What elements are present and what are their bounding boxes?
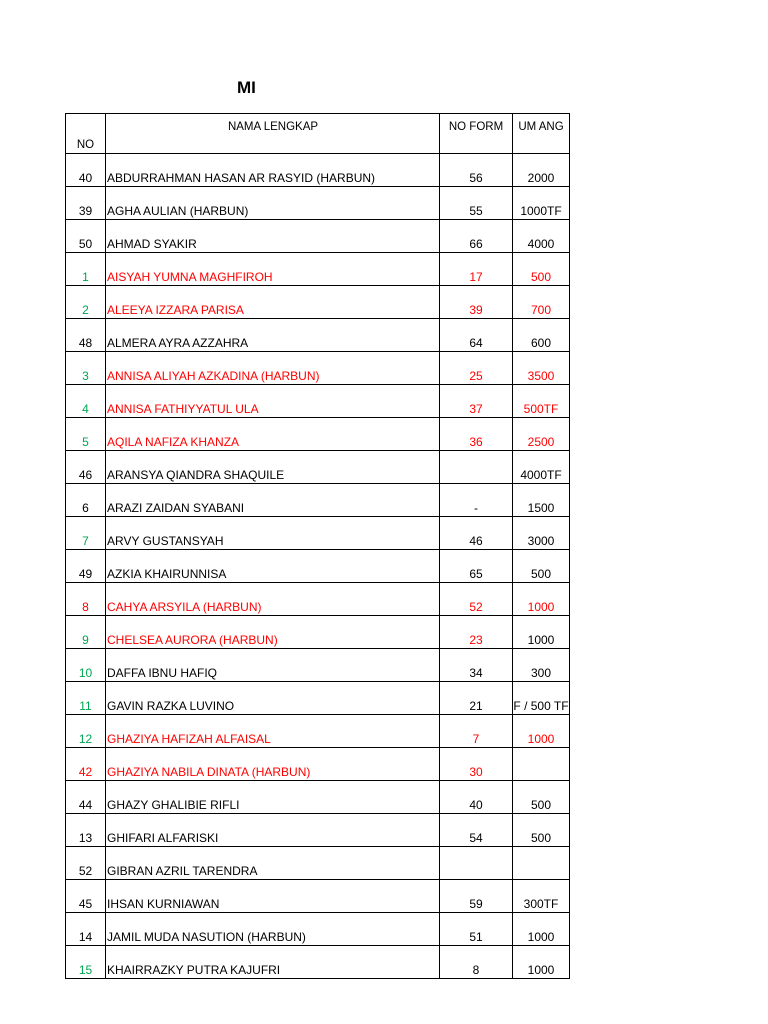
- table-row: [66, 319, 570, 352]
- table-row: [66, 418, 570, 451]
- cell-ang-text: 1000: [527, 732, 555, 746]
- cell-ang: [513, 385, 570, 418]
- cell-ang: [513, 682, 570, 715]
- cell-ang-text: 300: [530, 666, 552, 680]
- cell-ang: [513, 319, 570, 352]
- cell-ang: [513, 187, 570, 220]
- cell-ang: [513, 550, 570, 583]
- cell-ang: [513, 715, 570, 748]
- cell-ang-text: 1000: [527, 633, 555, 647]
- table-row: [66, 880, 570, 913]
- cell-form: 54: [440, 814, 513, 847]
- cell-name: AHMAD SYAKIR: [106, 220, 440, 253]
- cell-no: 12: [66, 715, 106, 748]
- table-row: [66, 616, 570, 649]
- column-header-ang-text: UM ANG: [518, 121, 564, 133]
- cell-form: 65: [440, 550, 513, 583]
- cell-no: 6: [66, 484, 106, 517]
- cell-name: GAVIN RAZKA LUVINO: [106, 682, 440, 715]
- cell-ang-text: 500: [530, 270, 552, 284]
- cell-form: 8: [440, 946, 513, 979]
- cell-name: AISYAH YUMNA MAGHFIROH: [106, 253, 440, 286]
- cell-no: 42: [66, 748, 106, 781]
- cell-name: GHAZIYA HAFIZAH ALFAISAL: [106, 715, 440, 748]
- cell-ang: [513, 154, 570, 187]
- cell-form: 17: [440, 253, 513, 286]
- cell-name: GHAZIYA NABILA DINATA (HARBUN): [106, 748, 440, 781]
- table-row: [66, 715, 570, 748]
- cell-form: 66: [440, 220, 513, 253]
- table-row: [66, 814, 570, 847]
- cell-no: 46: [66, 451, 106, 484]
- cell-form: 30: [440, 748, 513, 781]
- cell-form: 21: [440, 682, 513, 715]
- cell-no: 13: [66, 814, 106, 847]
- cell-ang: [513, 748, 570, 781]
- cell-name: GHIFARI ALFARISKI: [106, 814, 440, 847]
- cell-ang: [513, 814, 570, 847]
- cell-name: IHSAN KURNIAWAN: [106, 880, 440, 913]
- cell-name: KHAIRRAZKY PUTRA KAJUFRI: [106, 946, 440, 979]
- cell-ang: [513, 616, 570, 649]
- table-row: [66, 187, 570, 220]
- cell-name: ALMERA AYRA AZZAHRA: [106, 319, 440, 352]
- cell-ang-text: 4000TF: [520, 468, 562, 482]
- cell-name: ANNISA ALIYAH AZKADINA (HARBUN): [106, 352, 440, 385]
- cell-ang-text: 300TF: [523, 897, 559, 911]
- cell-name: DAFFA IBNU HAFIQ: [106, 649, 440, 682]
- table-row: [66, 154, 570, 187]
- sheet-title: MI: [237, 78, 256, 97]
- cell-no: 40: [66, 154, 106, 187]
- cell-ang-text: 1000: [527, 963, 555, 977]
- cell-no: 5: [66, 418, 106, 451]
- table-row: [66, 451, 570, 484]
- cell-name: ARAZI ZAIDAN SYABANI: [106, 484, 440, 517]
- cell-ang-text: 500: [530, 798, 552, 812]
- table-row: [66, 748, 570, 781]
- cell-no: 1: [66, 253, 106, 286]
- cell-ang: [513, 946, 570, 979]
- table-row: [66, 517, 570, 550]
- table-row: [66, 649, 570, 682]
- cell-name: ANNISA FATHIYYATUL ULA: [106, 385, 440, 418]
- cell-form: 55: [440, 187, 513, 220]
- cell-name: CHELSEA AURORA (HARBUN): [106, 616, 440, 649]
- cell-ang-text: 3000: [527, 534, 555, 548]
- column-header-form: NO FORM: [440, 114, 513, 154]
- cell-no: 50: [66, 220, 106, 253]
- cell-form: 46: [440, 517, 513, 550]
- cell-ang-text: 3500: [527, 369, 555, 383]
- cell-form: 23: [440, 616, 513, 649]
- cell-no: 15: [66, 946, 106, 979]
- cell-no: 3: [66, 352, 106, 385]
- cell-no: 52: [66, 847, 106, 880]
- cell-ang: [513, 649, 570, 682]
- cell-form: 34: [440, 649, 513, 682]
- cell-ang: [513, 880, 570, 913]
- cell-ang-text: 600: [530, 336, 552, 350]
- table-row: [66, 946, 570, 979]
- table-header-row: [66, 114, 570, 154]
- cell-name: GHAZY GHALIBIE RIFLI: [106, 781, 440, 814]
- cell-ang-text: 2000: [527, 171, 555, 185]
- cell-ang-text: 700: [530, 303, 552, 317]
- cell-ang: [513, 781, 570, 814]
- table-row: [66, 484, 570, 517]
- cell-name: GIBRAN AZRIL TARENDRA: [106, 847, 440, 880]
- cell-no: 9: [66, 616, 106, 649]
- table-row: [66, 847, 570, 880]
- table-row: [66, 220, 570, 253]
- cell-no: 44: [66, 781, 106, 814]
- cell-name: ARANSYA QIANDRA SHAQUILE: [106, 451, 440, 484]
- cell-ang: [513, 847, 570, 880]
- cell-no: 8: [66, 583, 106, 616]
- cell-ang-text: 500: [530, 831, 552, 845]
- table-row: [66, 352, 570, 385]
- cell-name: AQILA NAFIZA KHANZA: [106, 418, 440, 451]
- cell-form: 25: [440, 352, 513, 385]
- table-row: [66, 913, 570, 946]
- cell-ang: [513, 286, 570, 319]
- cell-name: AZKIA KHAIRUNNISA: [106, 550, 440, 583]
- cell-ang: [513, 517, 570, 550]
- table-row: [66, 385, 570, 418]
- cell-form: 56: [440, 154, 513, 187]
- cell-form: 59: [440, 880, 513, 913]
- cell-ang-text: 2500: [527, 435, 555, 449]
- column-header-name: NAMA LENGKAP: [106, 114, 440, 154]
- cell-ang: [513, 418, 570, 451]
- cell-name: ABDURRAHMAN HASAN AR RASYID (HARBUN): [106, 154, 440, 187]
- cell-ang-text: F / 500 TF: [513, 699, 569, 713]
- cell-ang: [513, 583, 570, 616]
- cell-form: 52: [440, 583, 513, 616]
- cell-form: 37: [440, 385, 513, 418]
- cell-ang-text: 1000: [527, 600, 555, 614]
- cell-ang: [513, 253, 570, 286]
- table-row: [66, 583, 570, 616]
- cell-no: 4: [66, 385, 106, 418]
- cell-ang-text: 1000TF: [520, 204, 562, 218]
- cell-no: 14: [66, 913, 106, 946]
- column-header-no: NO: [66, 114, 106, 154]
- table-row: [66, 286, 570, 319]
- cell-form: 7: [440, 715, 513, 748]
- cell-no: 10: [66, 649, 106, 682]
- table-row: [66, 781, 570, 814]
- cell-ang: [513, 484, 570, 517]
- cell-form: 39: [440, 286, 513, 319]
- cell-ang: [513, 451, 570, 484]
- cell-form: 51: [440, 913, 513, 946]
- cell-ang-text: 1500: [527, 501, 555, 515]
- cell-form: -: [440, 484, 513, 517]
- cell-ang-text: 4000: [527, 237, 555, 251]
- table-row: [66, 682, 570, 715]
- cell-form: [440, 451, 513, 484]
- cell-ang: [513, 913, 570, 946]
- table-row: [66, 253, 570, 286]
- cell-name: JAMIL MUDA NASUTION (HARBUN): [106, 913, 440, 946]
- cell-form: 40: [440, 781, 513, 814]
- cell-ang-text: 500: [530, 567, 552, 581]
- cell-form: [440, 847, 513, 880]
- student-table: [65, 113, 570, 979]
- cell-form: 64: [440, 319, 513, 352]
- cell-ang-text: 1000: [527, 930, 555, 944]
- cell-ang: [513, 220, 570, 253]
- cell-ang: [513, 352, 570, 385]
- cell-no: 7: [66, 517, 106, 550]
- cell-no: 49: [66, 550, 106, 583]
- column-header-ang: [513, 114, 570, 154]
- cell-no: 48: [66, 319, 106, 352]
- cell-name: CAHYA ARSYILA (HARBUN): [106, 583, 440, 616]
- cell-name: ALEEYA IZZARA PARISA: [106, 286, 440, 319]
- table-row: [66, 550, 570, 583]
- cell-no: 45: [66, 880, 106, 913]
- cell-no: 39: [66, 187, 106, 220]
- cell-name: ARVY GUSTANSYAH: [106, 517, 440, 550]
- cell-no: 11: [66, 682, 106, 715]
- cell-form: 36: [440, 418, 513, 451]
- cell-no: 2: [66, 286, 106, 319]
- cell-ang-text: 500TF: [523, 402, 559, 416]
- cell-name: AGHA AULIAN (HARBUN): [106, 187, 440, 220]
